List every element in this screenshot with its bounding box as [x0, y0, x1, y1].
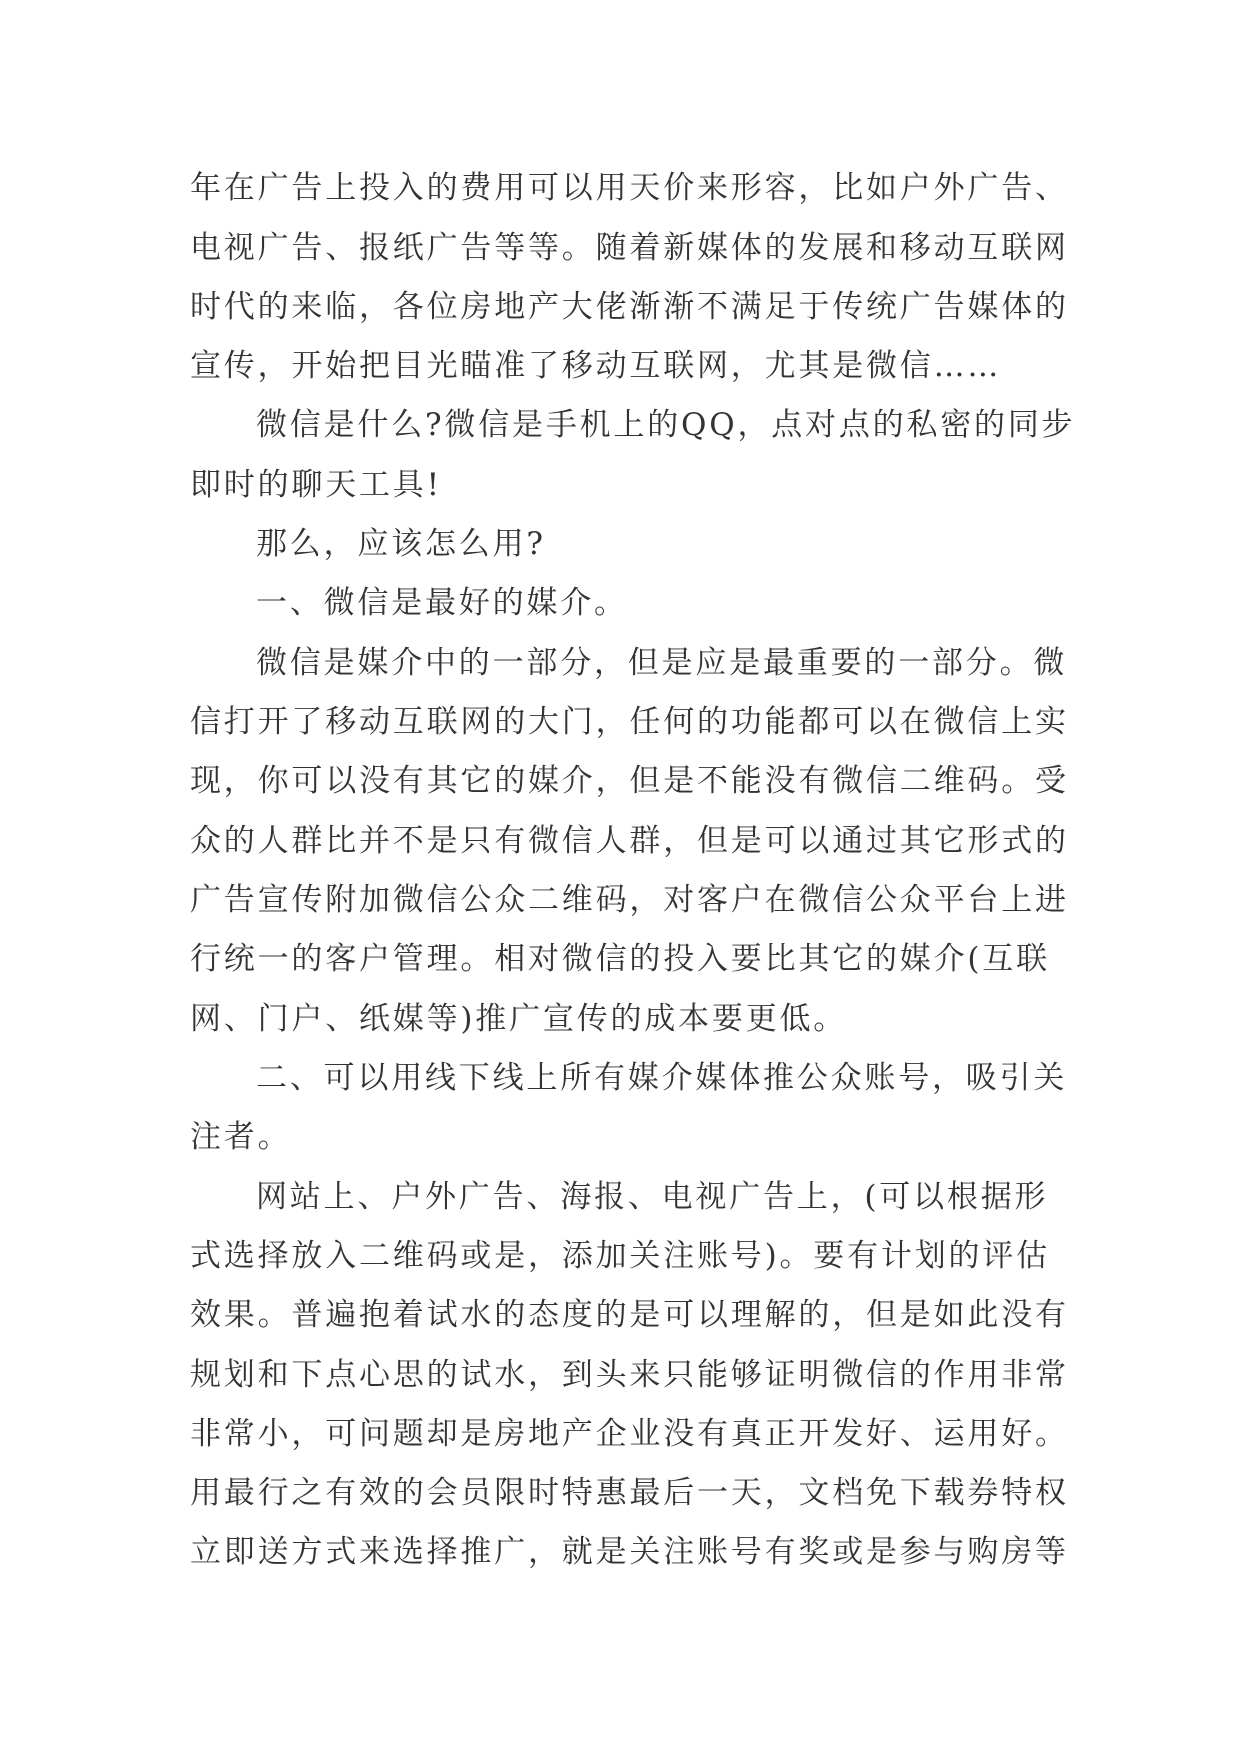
text-line: 广告宣传附加微信公众二维码，对客户在微信公众平台上进 [190, 882, 1069, 918]
text-line: 宣传，开始把目光瞄准了移动互联网，尤其是微信…… [190, 348, 1002, 384]
text-line: 电视广告、报纸广告等等。随着新媒体的发展和移动互联网 [190, 230, 1069, 266]
paragraph-first-line: 那么，应该怎么用? [256, 526, 546, 562]
text-line: 立即送方式来选择推广，就是关注账号有奖或是参与购房等 [190, 1534, 1069, 1570]
text-line: 效果。普遍抱着试水的态度的是可以理解的，但是如此没有 [190, 1297, 1069, 1333]
text-line: 用最行之有效的会员限时特惠最后一天，文档免下载券特权 [190, 1475, 1069, 1511]
section-heading: 一、微信是最好的媒介。 [256, 585, 628, 621]
text-line: 行统一的客户管理。相对微信的投入要比其它的媒介(互联 [190, 941, 1050, 977]
text-line: 信打开了移动互联网的大门，任何的功能都可以在微信上实 [190, 704, 1069, 740]
text-line: 现，你可以没有其它的媒介，但是不能没有微信二维码。受 [190, 763, 1069, 799]
text-line: 年在广告上投入的费用可以用天价来形容，比如户外广告、 [190, 170, 1069, 206]
text-line: 式选择放入二维码或是，添加关注账号)。要有计划的评估 [190, 1238, 1050, 1274]
text-line: 注者。 [190, 1119, 292, 1155]
paragraph-first-line: 网站上、户外广告、海报、电视广告上，(可以根据形 [256, 1179, 1049, 1215]
section-heading: 二、可以用线下线上所有媒介媒体推公众账号，吸引关 [256, 1060, 1068, 1096]
text-line: 即时的聊天工具! [190, 467, 442, 503]
text-line: 网、门户、纸媒等)推广宣传的成本要更低。 [190, 1001, 848, 1037]
paragraph-first-line: 微信是媒介中的一部分，但是应是最重要的一部分。微 [256, 645, 1068, 681]
text-line: 时代的来临，各位房地产大佬渐渐不满足于传统广告媒体的 [190, 289, 1069, 325]
text-line: 众的人群比并不是只有微信人群，但是可以通过其它形式的 [190, 823, 1069, 859]
text-line: 规划和下点心思的试水，到头来只能够证明微信的作用非常 [190, 1357, 1069, 1393]
paragraph-first-line: 微信是什么?微信是手机上的QQ，点对点的私密的同步 [256, 407, 1076, 443]
text-line: 非常小，可问题却是房地产企业没有真正开发好、运用好。 [190, 1416, 1069, 1452]
